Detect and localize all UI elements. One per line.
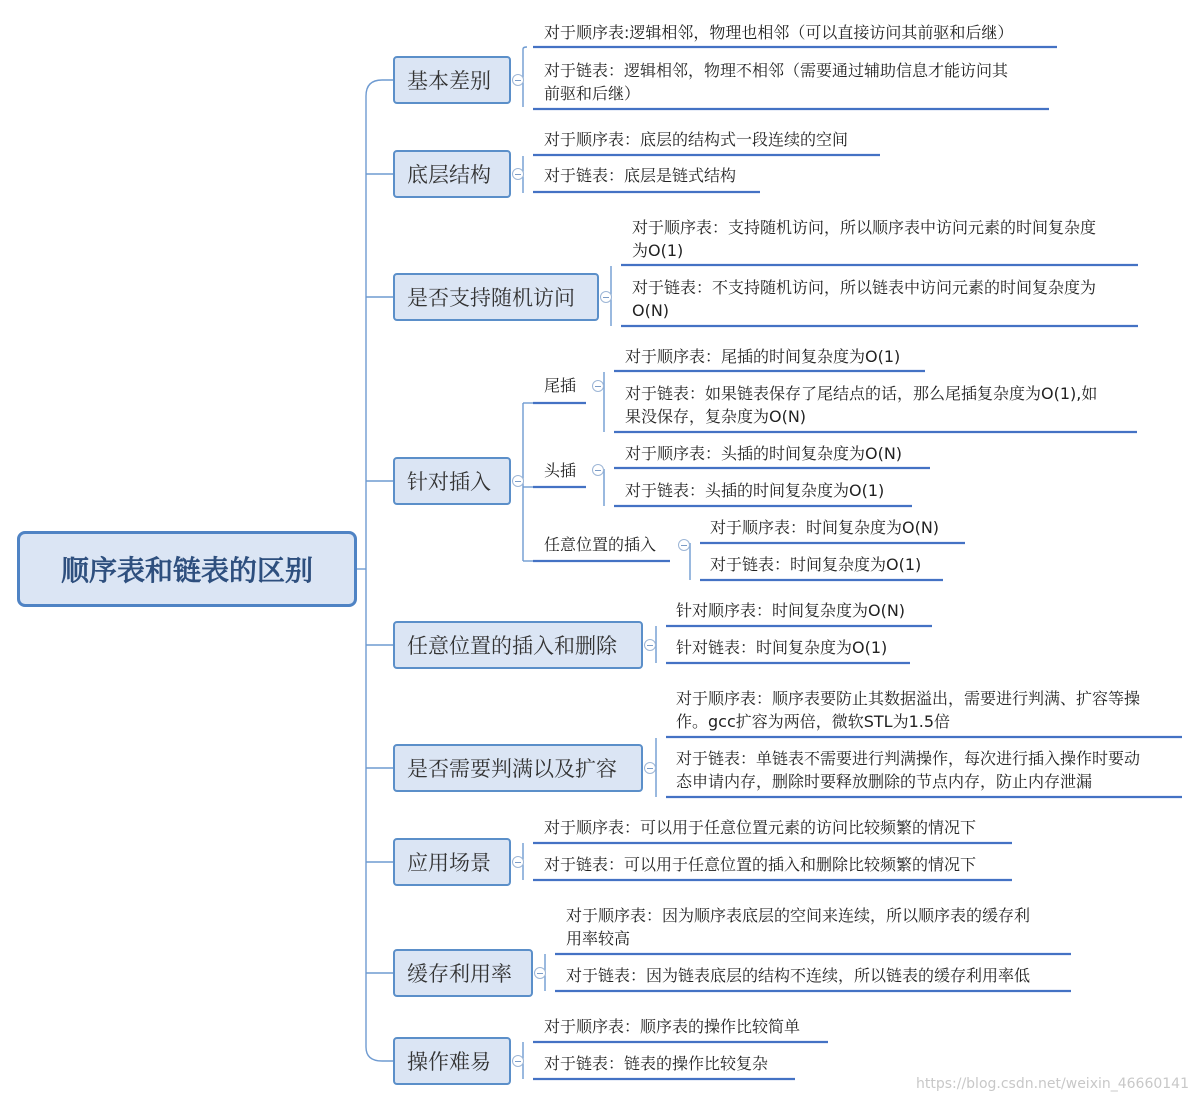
topic-underlying-structure[interactable]: 底层结构: [393, 150, 511, 198]
topic-random-access[interactable]: 是否支持随机访问: [393, 273, 599, 321]
leaf-text[interactable]: 对于顺序表：因为顺序表底层的空间来连续，所以顺序表的缓存利 用率较高: [566, 906, 1031, 948]
leaf-text[interactable]: 对于链表：可以用于任意位置的插入和删除比较频繁的情况下: [544, 855, 977, 874]
subtopic-tail-insert[interactable]: 尾插: [544, 376, 577, 395]
leaf-text[interactable]: 对于顺序表：头插的时间复杂度为O(N): [625, 444, 903, 463]
watermark: https://blog.csdn.net/weixin_46660141: [915, 1076, 1189, 1092]
collapse-toggle-icon[interactable]: [534, 967, 546, 979]
collapse-toggle-icon[interactable]: [644, 762, 656, 774]
leaf-text[interactable]: 对于链表：逻辑相邻，物理不相邻（需要通过辅助信息才能访问其 前驱和后继）: [544, 61, 1009, 103]
leaf-text[interactable]: 对于链表：单链表不需要进行判满操作，每次进行插入操作时要动 态申请内存，删除时要释放删除的节点内存，防止内存泄漏: [676, 749, 1141, 791]
topic-basic-difference[interactable]: 基本差别: [393, 56, 511, 104]
collapse-toggle-icon[interactable]: [678, 539, 690, 551]
collapse-toggle-icon[interactable]: [512, 856, 524, 868]
topic-capacity-check[interactable]: 是否需要判满以及扩容: [393, 744, 643, 792]
topic-insert-delete-anywhere[interactable]: 任意位置的插入和删除: [393, 621, 643, 669]
leaf-text[interactable]: 对于顺序表：顺序表要防止其数据溢出，需要进行判满、扩容等操 作。gcc扩容为两倍，微软STL为1.5倍: [676, 689, 1141, 731]
collapse-toggle-icon[interactable]: [644, 639, 656, 651]
leaf-text[interactable]: 对于顺序表：底层的结构式一段连续的空间: [544, 130, 849, 149]
root-topic[interactable]: 顺序表和链表的区别: [17, 531, 357, 607]
topic-cache-utilization[interactable]: 缓存利用率: [393, 949, 533, 997]
leaf-text[interactable]: 对于链表：因为链表底层的结构不连续，所以链表的缓存利用率低: [566, 966, 1031, 985]
topic-operation-difficulty[interactable]: 操作难易: [393, 1037, 511, 1085]
collapse-toggle-icon[interactable]: [592, 464, 604, 476]
leaf-text[interactable]: 对于链表：时间复杂度为O(1): [710, 555, 922, 574]
leaf-text[interactable]: 对于链表：底层是链式结构: [544, 166, 737, 185]
leaf-text[interactable]: 对于链表：如果链表保存了尾结点的话，那么尾插复杂度为O(1),如 果没保存，复杂度为O(N): [625, 384, 1098, 426]
leaf-text[interactable]: 针对链表：时间复杂度为O(1): [676, 638, 888, 657]
leaf-text[interactable]: 对于顺序表:逻辑相邻，物理也相邻（可以直接访问其前驱和后继）: [544, 23, 1014, 42]
leaf-text[interactable]: 对于顺序表：可以用于任意位置元素的访问比较频繁的情况下: [544, 818, 977, 837]
leaf-text[interactable]: 对于顺序表：顺序表的操作比较简单: [544, 1017, 801, 1036]
subtopic-head-insert[interactable]: 头插: [544, 461, 577, 480]
subtopic-insert-anywhere[interactable]: 任意位置的插入: [544, 535, 657, 554]
collapse-toggle-icon[interactable]: [512, 168, 524, 180]
collapse-toggle-icon[interactable]: [512, 1055, 524, 1067]
collapse-toggle-icon[interactable]: [512, 74, 524, 86]
leaf-text[interactable]: 对于链表：头插的时间复杂度为O(1): [625, 481, 885, 500]
collapse-toggle-icon[interactable]: [512, 475, 524, 487]
topic-insertion[interactable]: 针对插入: [393, 457, 511, 505]
collapse-toggle-icon[interactable]: [592, 380, 604, 392]
leaf-text[interactable]: 对于顺序表：时间复杂度为O(N): [710, 518, 940, 537]
leaf-text[interactable]: 对于链表：不支持随机访问，所以链表中访问元素的时间复杂度为 O(N): [632, 278, 1097, 320]
topic-use-cases[interactable]: 应用场景: [393, 838, 511, 886]
leaf-text[interactable]: 针对顺序表：时间复杂度为O(N): [676, 601, 906, 620]
leaf-text[interactable]: 对于顺序表：支持随机访问，所以顺序表中访问元素的时间复杂度 为O(1): [632, 218, 1097, 260]
leaf-text[interactable]: 对于链表：链表的操作比较复杂: [544, 1054, 769, 1073]
leaf-text[interactable]: 对于顺序表：尾插的时间复杂度为O(1): [625, 347, 901, 366]
collapse-toggle-icon[interactable]: [600, 291, 612, 303]
